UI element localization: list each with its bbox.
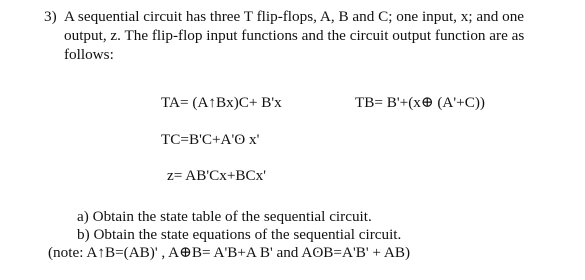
equation-tc: TC=B'C+A'ʘ x': [161, 131, 260, 148]
question-b: b) Obtain the state equations of the sequential circuit.: [77, 226, 402, 243]
equation-tb: TB= B'+(x⊕ (A'+C)): [355, 94, 485, 111]
question-a: a) Obtain the state table of the sequential circuit.: [77, 208, 372, 225]
equation-ta: TA= (A↑Bx)C+ B'x: [161, 94, 282, 111]
problem-statement-line-2: output, z. The flip-flop input functions and the circuit output function are as: [64, 27, 525, 44]
problem-number: 3): [44, 8, 57, 25]
problem-statement-line-1: A sequential circuit has three T flip-flops, A, B and C; one input, x; and one: [64, 8, 525, 25]
note-text: (note: A↑B=(AB)' , A⊕B= A'B+A B' and AʘB=A'B' + AB): [48, 244, 411, 261]
equation-z: z= AB'Cx+BCx': [167, 167, 266, 184]
problem-statement-line-3: follows:: [64, 46, 114, 63]
